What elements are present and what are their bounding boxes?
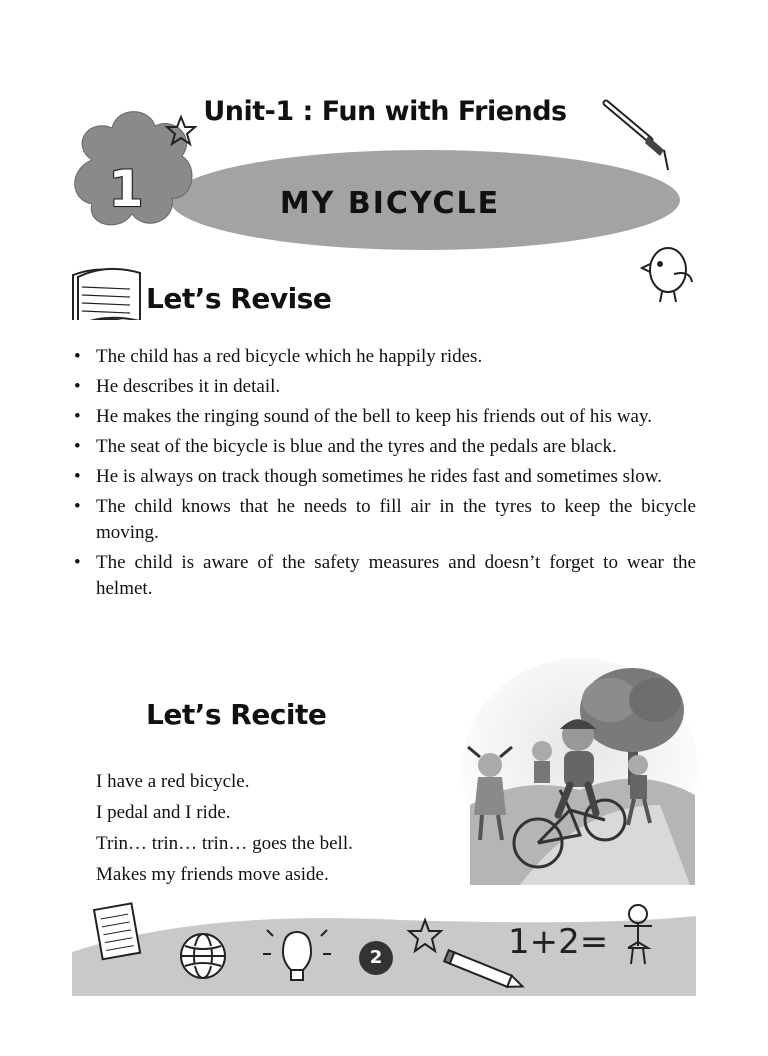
poem-line: Trin… trin… trin… goes the bell. xyxy=(96,833,353,854)
page-number: 2 xyxy=(359,941,393,975)
list-item: • The child has a red bicycle which he happily rides. xyxy=(72,344,696,370)
list-item: • The child is aware of the safety measures and doesn’t forget to wear the helmet. xyxy=(72,550,696,602)
list-item: • He describes it in detail. xyxy=(72,374,696,400)
bicycle-illustration xyxy=(460,655,700,895)
list-item: • The seat of the bicycle is blue and the tyres and the pedals are black. xyxy=(72,434,696,460)
open-book-icon xyxy=(73,269,140,320)
chapter-title: MY BICYCLE xyxy=(279,186,501,221)
friend-boy xyxy=(532,741,552,783)
section-heading-recite: Let’s Recite xyxy=(146,698,327,731)
notepad-icon xyxy=(94,903,140,959)
bird-icon xyxy=(642,248,692,302)
poem xyxy=(96,766,353,890)
poem-line: Makes my friends move aside. xyxy=(96,864,329,885)
revise-bullet-list xyxy=(72,344,696,606)
list-item: • The child knows that he needs to fill air in the tyres to keep the bicycle moving. xyxy=(72,494,696,546)
globe-icon xyxy=(181,934,225,978)
section-heading-revise: Let’s Revise xyxy=(146,282,332,315)
chapter-number: 1 xyxy=(108,160,144,218)
list-item: • He is always on track though sometimes he rides fast and sometimes slow. xyxy=(72,464,696,490)
math-doodle: 1+2= xyxy=(508,922,609,962)
list-item: • He makes the ringing sound of the bell to keep his friends out of his way. xyxy=(72,404,696,430)
poem-line: I have a red bicycle. xyxy=(96,771,250,792)
poem-line: I pedal and I ride. xyxy=(96,802,231,823)
unit-title: Unit-1 : Fun with Friends xyxy=(203,96,567,127)
